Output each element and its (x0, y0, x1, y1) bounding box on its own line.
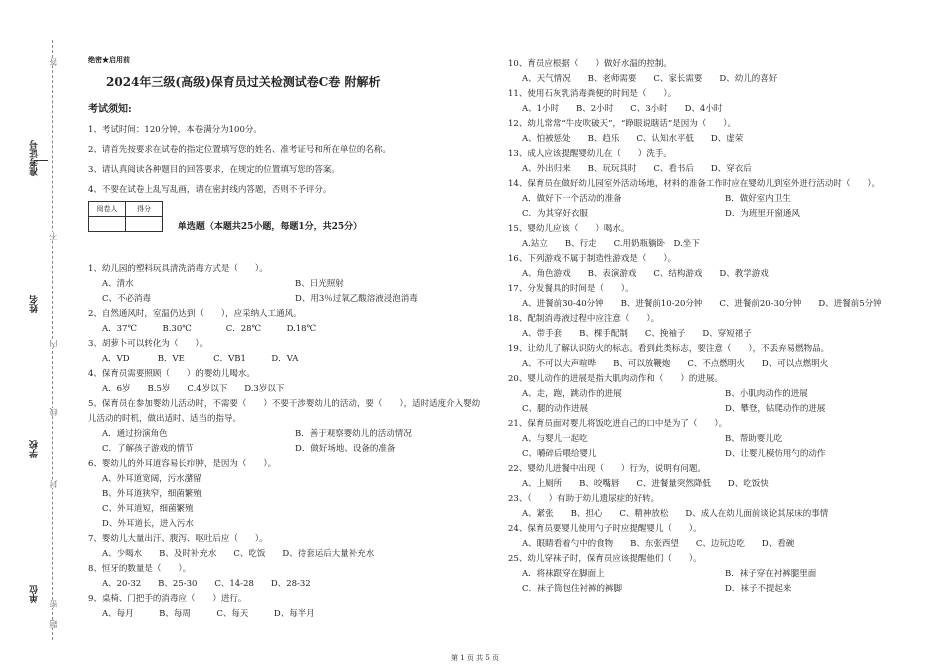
answer-options[interactable]: A、外耳道宽阔，污水潴留 (102, 474, 202, 484)
question-text: 3、胡萝卜可以转化为（ ）。 (88, 339, 209, 349)
score-cell[interactable] (126, 217, 163, 232)
option-row (88, 292, 488, 307)
question-text: 8、恒牙的数量是（ ）。 (88, 564, 192, 574)
answer-options[interactable]: A、不可以大声喧哗 B、可以放鞭炮 C、不点燃明火 D、可以点燃明火 (522, 359, 829, 369)
answer-option[interactable]: D、让婴儿模仿用勺的动作 (725, 449, 826, 459)
question-text: 16、下列游戏不属于制造性游戏是（ ）。 (508, 254, 677, 264)
question-text: 22、婴幼儿进餐中出现（ ）行为，说明有问题。 (508, 464, 706, 474)
question-text: 18、配制消毒液过程中应注意（ ）。 (508, 314, 660, 324)
seal-mark: 密 (49, 600, 58, 608)
answer-option[interactable]: C、不必消毒 (102, 294, 152, 304)
notice-item: 4、不要在试卷上乱写乱画，请在密封线内答题，否则不予评分。 (88, 185, 332, 195)
answer-option[interactable]: D．袜子不提起来 (725, 584, 792, 594)
answer-options[interactable]: A.站立 B、行走 C.用奶瓶躺卧 D.坐下 (522, 239, 700, 249)
answer-options[interactable]: A、少喝水 B、及时补充水 C、吃饭 D、待套运后大量补充水 (102, 549, 375, 559)
question-text: 17、分发餐具的时间是（ ）。 (508, 284, 634, 294)
question-text: 4、保育员需要照顾（ ）的婴幼儿喝水。 (88, 369, 255, 379)
answer-option[interactable]: B．袜子穿在衬裤腿里面 (725, 569, 817, 579)
answer-options[interactable]: A、20-32 B、25-30 C、14-28 D、28-32 (102, 579, 311, 589)
question-text: 20、婴儿动作的进展是指大肌肉动作和（ ）的进展。 (508, 374, 723, 384)
answer-options[interactable]: A、带手套 B、棵手配制 C、挽袖子 D、穿短裙子 (522, 329, 752, 339)
answer-options[interactable]: A．VD B．VE C．VB1 D．VA (102, 354, 299, 364)
question-text: 9、桌椅、门把手的消毒应（ ）进行。 (88, 594, 247, 604)
answer-option[interactable]: A．通过扮演角色 (102, 429, 168, 439)
answer-options[interactable]: B、外耳道狭窄，细菌繁殖 (102, 489, 202, 499)
answer-option[interactable]: C、嚼碎后喂给婴儿 (522, 449, 597, 459)
option-row (508, 432, 928, 447)
score-box (88, 201, 163, 232)
question-text: 10、育员应根据（ ）做好水温的控制。 (508, 59, 672, 69)
answer-options[interactable]: A、上厕所 B、咬嘴唇 C、进餐量突然降低 D、吃饭快 (522, 479, 769, 489)
answer-option[interactable]: B．善于观察婴幼儿的活动情况 (295, 429, 412, 439)
seal-mark: 题 (49, 620, 58, 628)
question-text: 12、幼儿常常“牛皮吹破天”，“睁眼说瞎话”是因为（ ）。 (508, 119, 736, 129)
notice-item: 1、考试时间：120分钟，本卷满分为100分。 (88, 125, 262, 135)
left-column (88, 55, 488, 622)
answer-options[interactable]: A、每月 B、每周 C、每天 D、每半月 (102, 609, 315, 619)
page-footer: 第 1 页 共 5 页 (450, 654, 500, 662)
question-list (88, 262, 488, 622)
question-text: 13、成人应该提醒婴幼儿在（ ）洗手。 (508, 149, 672, 159)
exam-title: 2024年三级(高级)保育员过关检测试卷C卷 附解析 (106, 75, 381, 89)
secret-label: 绝密★启用前 (88, 55, 130, 64)
score-box-reviewer: 阅卷人 (89, 202, 126, 217)
option-row (508, 387, 928, 402)
question-text: 19、让幼儿了解认识防火的标志。看到此类标志，要注意（ ），不丢弃易燃物品。 (508, 344, 830, 354)
answer-option[interactable]: D．做好场地、设备的准备 (295, 444, 396, 454)
option-row (508, 447, 928, 462)
answer-option[interactable]: A．将袜跟穿在脚面上 (522, 569, 605, 579)
question-text: 15、婴幼儿应该（ ）喝水。 (508, 224, 630, 234)
answer-options[interactable]: A．37℃ B.30℃ C．28℃ D.18℃ (102, 324, 317, 334)
fill-line (34, 160, 48, 161)
option-row (508, 192, 928, 207)
answer-options[interactable]: A、怕被惩处 B、趋乐 C、认知水平低 D、虚荣 (522, 134, 744, 144)
answer-options[interactable]: A．6岁 B.5岁 C.4岁以下 D.3岁以下 (102, 384, 285, 394)
label-unit: 单位 (30, 585, 40, 603)
question-list (508, 57, 928, 597)
answer-options[interactable]: A、1小时 B、2小时 C、3小时 D、4小时 (522, 104, 723, 114)
option-row (88, 427, 488, 442)
question-text: 23、（ ）有助于幼儿遗尿症的好转。 (508, 494, 660, 504)
right-column (508, 57, 928, 597)
question-text: 7、婴幼儿大量出汗、腹泻、呕吐后应（ ）。 (88, 534, 268, 544)
notice-heading: 考试须知: (88, 104, 132, 115)
score-cell[interactable] (89, 217, 126, 232)
notice-item: 3、请认真阅读各种题目的回答要求，在规定的位置填写您的答案。 (88, 165, 340, 175)
answer-option[interactable]: D．为班里开窗通风 (725, 209, 800, 219)
answer-option[interactable]: D、攀登，钻爬动作的进展 (725, 404, 826, 414)
answer-option[interactable]: A、走，跑，跳动作的进展 (522, 389, 622, 399)
option-row (508, 402, 928, 417)
notice-item: 2、请首先按要求在试卷的指定位置填写您的姓名、准考证号和所在单位的名称。 (88, 145, 391, 155)
option-row (88, 277, 488, 292)
question-text: 11、使用石灰乳消毒粪便的时间是（ ）。 (508, 89, 677, 99)
question-text: 2、自然通风时，室温仍达到（ ），应采纳人工通风。 (88, 309, 302, 319)
option-row (508, 567, 928, 582)
answer-options[interactable]: A、外出归来 B、玩玩具时 C、看书后 D、穿衣后 (522, 164, 752, 174)
answer-option[interactable]: A、与婴儿一起吃 (522, 434, 588, 444)
answer-option[interactable]: B．做好室内卫生 (725, 194, 791, 204)
option-row (508, 582, 928, 597)
answer-options[interactable]: A、进餐前30-40分钟 B、进餐前10-20分钟 C、进餐前20-30分钟 D、进餐前5分钟 (522, 299, 882, 309)
answer-option[interactable]: C．为其穿好衣服 (522, 209, 589, 219)
answer-option[interactable]: C．袜子筒包住衬裤的裤脚 (522, 584, 623, 594)
answer-options[interactable]: C、外耳道短，细菌繁殖 (102, 504, 194, 514)
question-text: 21、保育员面对婴儿将饭吃进自己的口中是为了（ ）。 (508, 419, 728, 429)
score-box-score: 得分 (126, 202, 163, 217)
question-text: 6、婴幼儿的外耳道容易长疖肿，是因为（ ）。 (88, 459, 277, 469)
question-text: 25、幼儿穿袜子时，保育员应该提醒他们（ ）。 (508, 554, 702, 564)
question-text: 1、幼儿园的塑料玩具清洗消毒方式是（ ）。 (88, 264, 268, 274)
answer-options[interactable]: A、角色游戏 B、表演游戏 C、结构游戏 D、教学游戏 (522, 269, 769, 279)
answer-option[interactable]: D、用3％过氧乙酸溶液浸泡消毒 (295, 294, 418, 304)
answer-option[interactable]: B、帮助婴儿吃 (725, 434, 783, 444)
section-heading: 单选题（本题共25小题，每题1分，共25分） (177, 222, 363, 232)
question-text: 5、保育员在参加婴幼儿活动时，不需要（ ）不要干涉婴幼儿的活动，要（ ），适时适度介入婴幼儿活动的时机，做出适时、适当的指导。 (88, 399, 481, 424)
question-text: 24、保育员要婴儿使用勺子时应提醒婴儿（ ）。 (508, 524, 702, 534)
option-row (508, 207, 928, 222)
question-text: 14、保育员在做好幼儿园室外活动场地，材料的准备工作时应在婴幼儿到室外进行活动时（ ）。 (508, 179, 881, 189)
seal-mark: 线 (49, 408, 58, 416)
answer-option[interactable]: C．了解孩子游戏的情节 (102, 444, 194, 454)
answer-options[interactable]: A、天气情况 B、老师需要 C、家长需要 D、幼儿的喜好 (522, 74, 778, 84)
label-name: 姓名 (30, 295, 40, 313)
seal-mark: 不 (49, 232, 58, 240)
label-school: 学校 (30, 440, 40, 458)
binding-margin (22, 40, 58, 640)
answer-option[interactable]: B、小肌肉动作的进展 (725, 389, 808, 399)
answer-option[interactable]: B、日光照射 (295, 279, 344, 289)
seal-mark: 答 (49, 58, 58, 66)
label-ticket-number: 准考证号 (30, 140, 40, 176)
seal-mark: 封 (49, 480, 58, 488)
answer-options[interactable]: D、外耳道长，进入污水 (102, 519, 194, 529)
answer-option[interactable]: A．做好下一个活动的准备 (522, 194, 622, 204)
answer-options[interactable]: A、眼睛看着勺中的食物 B、东张西望 C、边玩边吃 D、看碗 (522, 539, 795, 549)
seal-mark: 内 (49, 340, 58, 348)
answer-options[interactable]: A、紧张 B、担心 C、精神放松 D、成人在幼儿面前谈论其尿床的事情 (522, 509, 829, 519)
option-row (88, 442, 488, 457)
answer-option[interactable]: C、腿的动作进展 (522, 404, 589, 414)
answer-option[interactable]: A、清水 (102, 279, 134, 289)
